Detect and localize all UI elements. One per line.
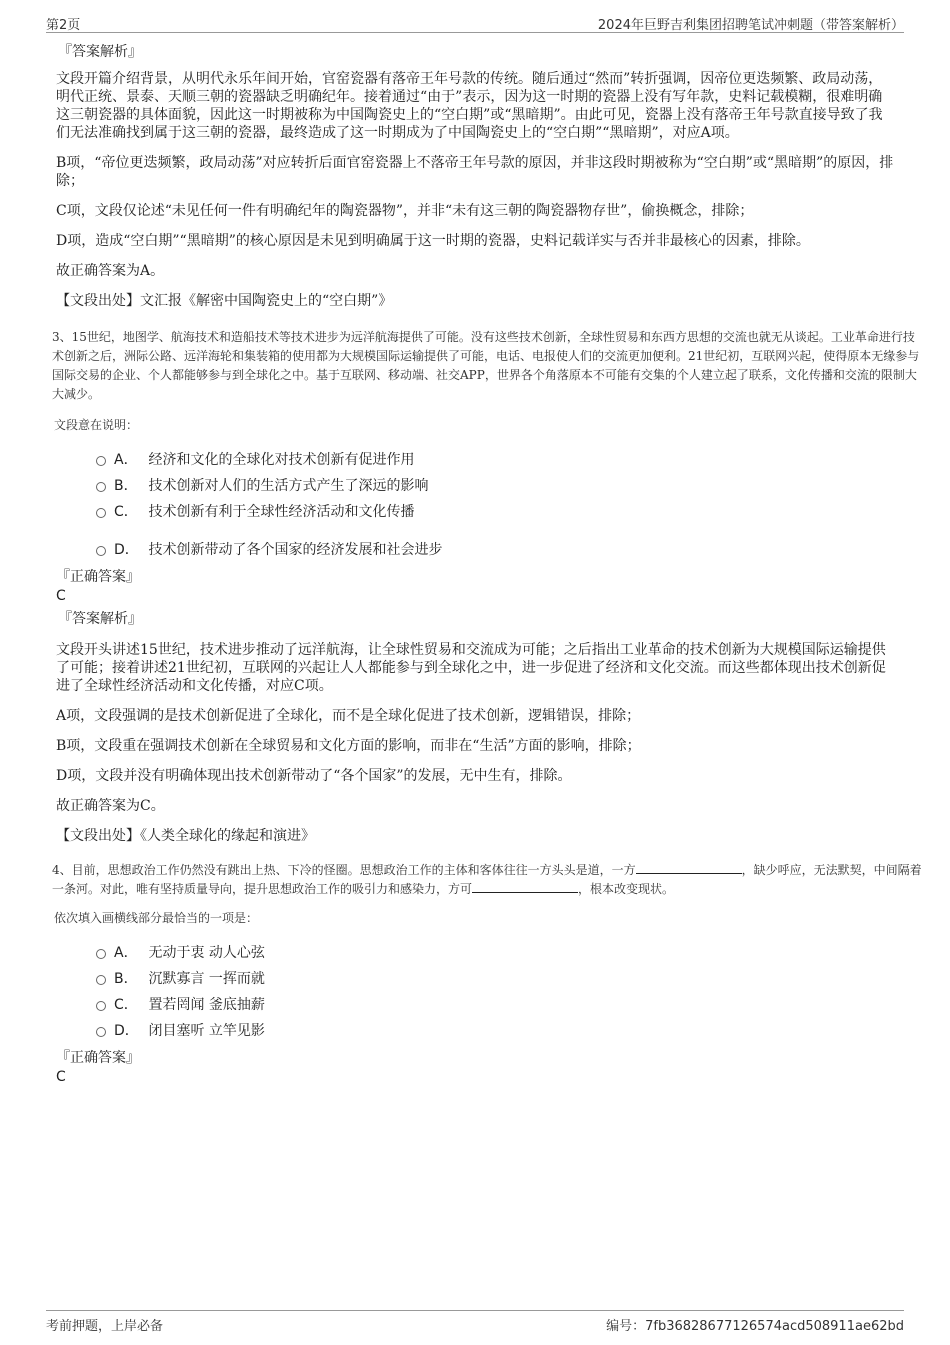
q4-question-text (52, 861, 922, 899)
document-title: 2024年巨野吉利集团招聘笔试冲刺题（带答案解析） (597, 18, 904, 33)
q2-analysis-label: 『答案解析』 (58, 44, 142, 60)
q3-analysis-para: 文段开头讲述15世纪，技术进步推动了远洋航海，让全球性贸易和交流成为可能；之后指出工业革命的技术创新为大规模国际运输提供了可能；接着讲述21世纪初，互联网的兴起让人人都能参与到全球化之中，进一步促进了经济和文化交流。而这些都体现出技术创新促进了全球性经济活动和文化传播，对应C项。 (56, 642, 886, 694)
q3-analysis-para: D项，文段并没有明确体现出技术创新带动了“各个国家”的发展，无中生有，排除。 (56, 768, 572, 784)
option-text: 技术创新有利于全球性经济活动和文化传播 (148, 504, 415, 520)
q4-text-part: 4、目前，思想政治工作仍然没有跳出上热、下冷的怪圈。思想政治工作的主体和客体往往一方头头是道，一方 (52, 863, 636, 877)
main-content (52, 42, 922, 1090)
q3-question-text: 3、15世纪，地图学、航海技术和造船技术等技术进步为远洋航海提供了可能。没有这些技术创新，全球性贸易和东西方思想的交流也就无从谈起。工业革命进行技术创新之后，洲际公路、远洋海轮和集装箱的使用都为大规模国际运输提供了可能，电话、电报使人们的交流更加便利。21世纪初，互联网兴起，使得原本无缘参与国际交易的企业、个人都能够参与到全球化之中。基于互联网、移动端、社交APP，世界各个角落原本不可能有交集的个人建立起了联系，文化传播和交流的限制大大减少。 (52, 330, 920, 401)
q3-option-b[interactable] (56, 473, 896, 499)
option-letter: D． (114, 542, 139, 558)
q2-analysis-para: D项，造成“空白期”“黑暗期”的核心原因是未见到明确属于这一时期的瓷器，史料记载详实与否并非最核心的因素，排除。 (56, 233, 810, 249)
q2-analysis-para: 文段开篇介绍背景，从明代永乐年间开始，官窑瓷器有落帝王年号款的传统。随后通过“然而”转折强调，因帝位更迭频繁、政局动荡，明代正统、景泰、天顺三朝的瓷器缺乏明确纪年。接着通过“由于”表示，因为这一时期的瓷器上没有写年款，史料记载模糊，很难明确这三朝瓷器的具体面貌，因此这一时期被称为中国陶瓷史上的“空白期”或“黑暗期”。由此可见，瓷器上没有落帝王年号款直接导致了我们无法准确找到属于这三朝的瓷器，最终造成了这一时期成为了中国陶瓷史上的“空白期”“黑暗期”，对应A项。 (56, 71, 883, 141)
q3-option-d[interactable] (56, 537, 896, 563)
q3-answer-label: 『正确答案』 (56, 569, 140, 585)
radio-button-icon[interactable] (96, 508, 106, 518)
q3-answer: C (56, 588, 66, 604)
option-letter: C． (114, 504, 138, 520)
option-letter: A． (114, 945, 138, 961)
option-text: 经济和文化的全球化对技术创新有促进作用 (148, 452, 415, 468)
q4-option-d[interactable] (56, 1018, 896, 1044)
option-text: 无动于衷 动人心弦 (148, 945, 265, 961)
q2-analysis-para: C项，文段仅论述“未见任何一件有明确纪年的陶瓷器物”，并非“未有这三朝的陶瓷器物存世”，偷换概念，排除； (56, 203, 754, 219)
option-text: 技术创新带动了各个国家的经济发展和社会进步 (148, 542, 443, 558)
q3-analysis-para: A项，文段强调的是技术创新促进了全球化，而不是全球化促进了技术创新，逻辑错误，排除； (56, 708, 641, 724)
q3-analysis-para: 故正确答案为C。 (56, 798, 165, 814)
radio-button-icon[interactable] (96, 1027, 106, 1037)
q4-prompt: 依次填入画横线部分最恰当的一项是： (54, 911, 259, 925)
option-text: 闭目塞听 立竿见影 (148, 1023, 265, 1039)
q2-source: 【文段出处】文汇报《解密中国陶瓷史上的“空白期”》 (56, 293, 393, 309)
footer-slogan: 考前押题，上岸必备 (46, 1319, 164, 1334)
fill-blank-line (636, 861, 742, 874)
fill-blank-line (472, 880, 578, 893)
q3-option-c[interactable] (56, 499, 896, 525)
q3-options (56, 447, 896, 563)
radio-button-icon[interactable] (96, 949, 106, 959)
document-code: 编号：7fb36828677126574acd508911ae62bd (606, 1319, 904, 1334)
q4-text-part: ，根本改变现状。 (578, 882, 675, 896)
option-text: 沉默寡言 一挥而就 (148, 971, 265, 987)
q3-option-a[interactable] (56, 447, 896, 473)
radio-button-icon[interactable] (96, 1001, 106, 1011)
q3-analysis-para: B项，文段重在强调技术创新在全球贸易和文化方面的影响，而非在“生活”方面的影响，排除； (56, 738, 641, 754)
option-text: 技术创新对人们的生活方式产生了深远的影响 (148, 478, 429, 494)
q3-analysis-label: 『答案解析』 (58, 611, 142, 627)
radio-button-icon[interactable] (96, 456, 106, 466)
page-number: 第2页 (46, 18, 81, 33)
q4-option-c[interactable] (56, 992, 896, 1018)
option-letter: B． (114, 971, 138, 987)
radio-button-icon[interactable] (96, 546, 106, 556)
q4-answer: C (56, 1069, 66, 1085)
q4-answer-label: 『正确答案』 (56, 1050, 140, 1066)
option-letter: A． (114, 452, 138, 468)
option-letter: B． (114, 478, 138, 494)
page-header (46, 12, 904, 33)
q2-analysis-para: B项，“帝位更迭频繁，政局动荡”对应转折后面官窑瓷器上不落帝王年号款的原因，并非这段时期被称为“空白期”或“黑暗期”的原因，排除； (56, 155, 894, 189)
option-text: 置若罔闻 釜底抽薪 (148, 997, 265, 1013)
option-letter: C． (114, 997, 138, 1013)
q3-prompt: 文段意在说明： (54, 418, 139, 432)
q4-options (56, 940, 896, 1044)
option-letter: D． (114, 1023, 139, 1039)
q3-source: 【文段出处】《人类全球化的缘起和演进》 (56, 828, 315, 844)
radio-button-icon[interactable] (96, 482, 106, 492)
q4-option-b[interactable] (56, 966, 896, 992)
q2-analysis-para: 故正确答案为A。 (56, 263, 165, 279)
q4-text-part: ，缺少呼应，无法默契，中间隔着一条河。对此，唯有坚持质量导向，提升思想政治工作的吸引力和感染力，方可 (52, 863, 922, 896)
radio-button-icon[interactable] (96, 975, 106, 985)
page-footer (46, 1310, 904, 1335)
q4-option-a[interactable] (56, 940, 896, 966)
